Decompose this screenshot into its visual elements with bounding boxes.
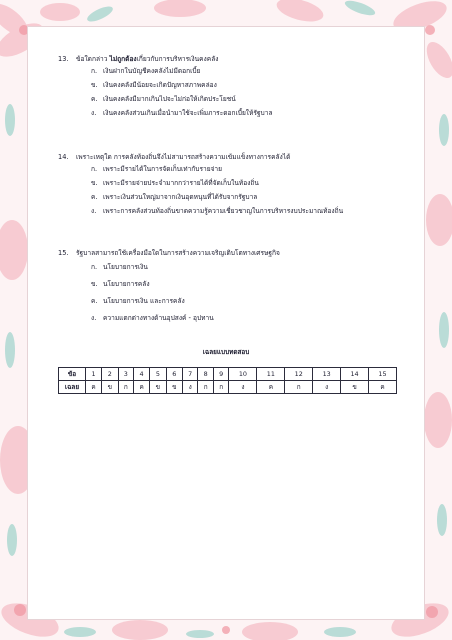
table-cell: 8 [198, 368, 214, 381]
table-cell: ก [118, 381, 134, 394]
table-cell: 5 [150, 368, 166, 381]
table-cell: 9 [213, 368, 229, 381]
table-cell: 3 [118, 368, 134, 381]
table-cell: 11 [257, 368, 285, 381]
option-d: ง. ความแตกต่างทางด้านอุปสงค์ - อุปทาน [91, 314, 214, 322]
table-cell: ค [369, 381, 397, 394]
answer-number-row [59, 368, 397, 381]
question-stem: เพราะเหตุใด การคลังท้องถิ่นจึงไม่สามารถสร้างความเข้มแข็งทางการคลังได้ [76, 153, 291, 161]
question-number: 13. [58, 55, 69, 63]
table-cell: 15 [369, 368, 397, 381]
table-cell: ง [229, 381, 257, 394]
option-c: ค. เงินคงคลังมีมากเกินไปจะไม่ก่อให้เกิดประโยชน์ [91, 95, 236, 103]
table-cell: ข [150, 381, 166, 394]
table-cell: ง [313, 381, 341, 394]
option-c: ค. เพราะเงินส่วนใหญ่มาจากเงินอุดหนุนที่ได้รับจากรัฐบาล [91, 193, 258, 201]
table-cell: ง [182, 381, 198, 394]
table-cell: 13 [313, 368, 341, 381]
answer-row-label: เฉลย [59, 381, 86, 394]
table-cell: ข [341, 381, 369, 394]
table-cell: 2 [102, 368, 118, 381]
option-b: ข. เพราะมีรายจ่ายประจำมากกว่ารายได้ที่จัดเก็บในท้องถิ่น [91, 179, 259, 187]
answer-letter-row [59, 381, 397, 394]
option-d: ง. เพราะการคลังส่วนท้องถิ่นขาดความรู้ความเชี่ยวชาญในการบริหารงบประมาณท้องถิ่น [91, 207, 344, 215]
table-cell: ค [86, 381, 102, 394]
answer-key-table [58, 367, 397, 394]
answer-key-title: เฉลยแบบทดสอบ [202, 348, 250, 356]
option-b: ข. เงินคงคลังมีน้อยจะเกิดปัญหาสภาพคล่อง [91, 81, 217, 89]
emphasis-text: ไม่ถูกต้อง [109, 55, 137, 63]
table-cell: ก [198, 381, 214, 394]
table-cell: 7 [182, 368, 198, 381]
table-cell: ค [257, 381, 285, 394]
table-cell: ข [102, 381, 118, 394]
table-cell: 6 [166, 368, 182, 381]
number-row-label: ข้อ [59, 368, 86, 381]
question-stem: ข้อใดกล่าว ไม่ถูกต้องเกี่ยวกับการบริหารเงินคงคลัง [76, 55, 219, 63]
table-cell: 10 [229, 368, 257, 381]
option-a: ก. เงินฝากในบัญชีคงคลังไม่มีดอกเบี้ย [91, 67, 201, 75]
document-page [27, 26, 425, 620]
table-cell: ค [134, 381, 150, 394]
table-cell: 4 [134, 368, 150, 381]
option-b: ข. นโยบายการคลัง [91, 280, 150, 288]
table-cell: 12 [285, 368, 313, 381]
option-d: ง. เงินคงคลังส่วนเกินเมื่อนำมาใช้จะเพิ่มภาระดอกเบี้ยให้รัฐบาล [91, 109, 273, 117]
option-a: ก. นโยบายการเงิน [91, 263, 148, 271]
table-cell: ก [213, 381, 229, 394]
question-number: 15. [58, 249, 69, 257]
question-number: 14. [58, 153, 69, 161]
question-stem: รัฐบาลสามารถใช้เครื่องมือใดในการสร้างความเจริญเติบโตทางเศรษฐกิจ [76, 249, 280, 257]
table-cell: 1 [86, 368, 102, 381]
table-cell: 14 [341, 368, 369, 381]
option-c: ค. นโยบายการเงิน และการคลัง [91, 297, 185, 305]
table-cell: ก [285, 381, 313, 394]
option-a: ก. เพราะมีรายได้ในการจัดเก็บเท่ากับรายจ่าย [91, 165, 222, 173]
table-cell: ข [166, 381, 182, 394]
